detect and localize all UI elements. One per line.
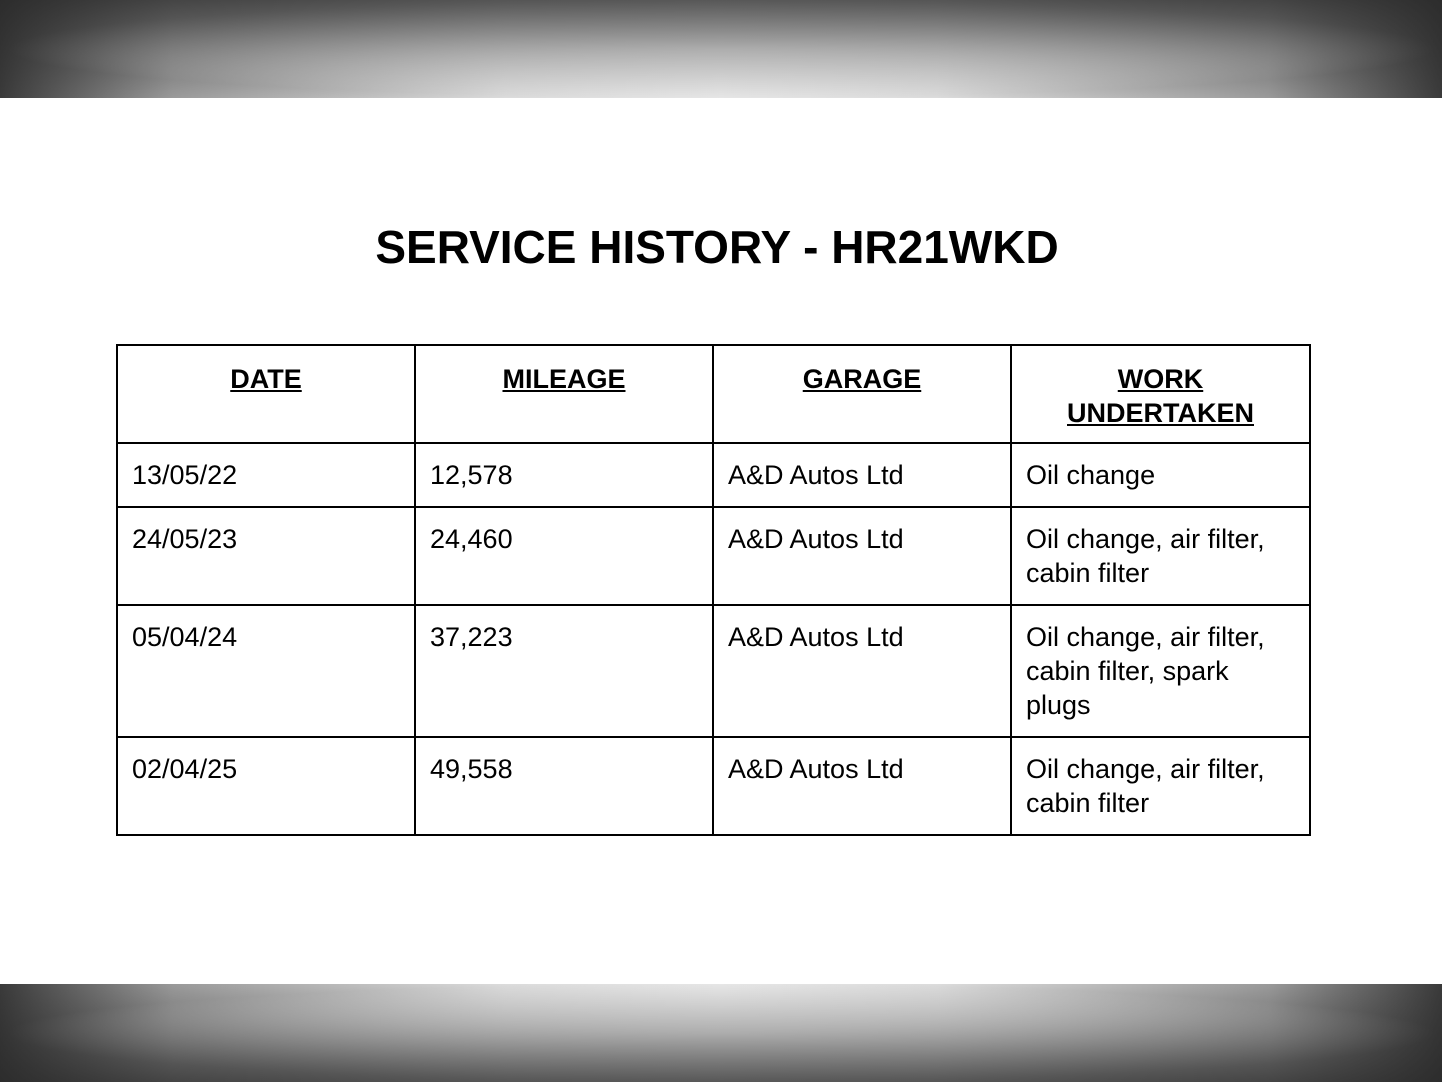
cell-garage: A&D Autos Ltd — [713, 737, 1011, 835]
cell-garage: A&D Autos Ltd — [713, 507, 1011, 605]
cell-mileage: 37,223 — [415, 605, 713, 737]
cell-mileage: 49,558 — [415, 737, 713, 835]
table-row — [117, 737, 1310, 835]
cell-work: Oil change, air filter, cabin filter — [1011, 737, 1310, 835]
header-work-undertaken: WORK UNDERTAKEN — [1011, 345, 1310, 443]
cell-work: Oil change, air filter, cabin filter — [1011, 507, 1310, 605]
page-title: SERVICE HISTORY - HR21WKD — [375, 221, 1059, 273]
cell-date: 24/05/23 — [117, 507, 415, 605]
table-row — [117, 605, 1310, 737]
table-row — [117, 443, 1310, 507]
cell-date: 05/04/24 — [117, 605, 415, 737]
cell-work: Oil change — [1011, 443, 1310, 507]
bottom-vignette-band — [0, 984, 1442, 1082]
cell-garage: A&D Autos Ltd — [713, 443, 1011, 507]
header-garage: GARAGE — [713, 345, 1011, 443]
service-history-table — [116, 344, 1311, 836]
header-date: DATE — [117, 345, 415, 443]
cell-garage: A&D Autos Ltd — [713, 605, 1011, 737]
table-row — [117, 507, 1310, 605]
cell-date: 13/05/22 — [117, 443, 415, 507]
cell-mileage: 24,460 — [415, 507, 713, 605]
top-vignette-band — [0, 0, 1442, 98]
cell-mileage: 12,578 — [415, 443, 713, 507]
document-sheet — [0, 98, 1442, 984]
table-header-row — [117, 345, 1310, 443]
cell-work: Oil change, air filter, cabin filter, spark plugs — [1011, 605, 1310, 737]
cell-date: 02/04/25 — [117, 737, 415, 835]
header-mileage: MILEAGE — [415, 345, 713, 443]
